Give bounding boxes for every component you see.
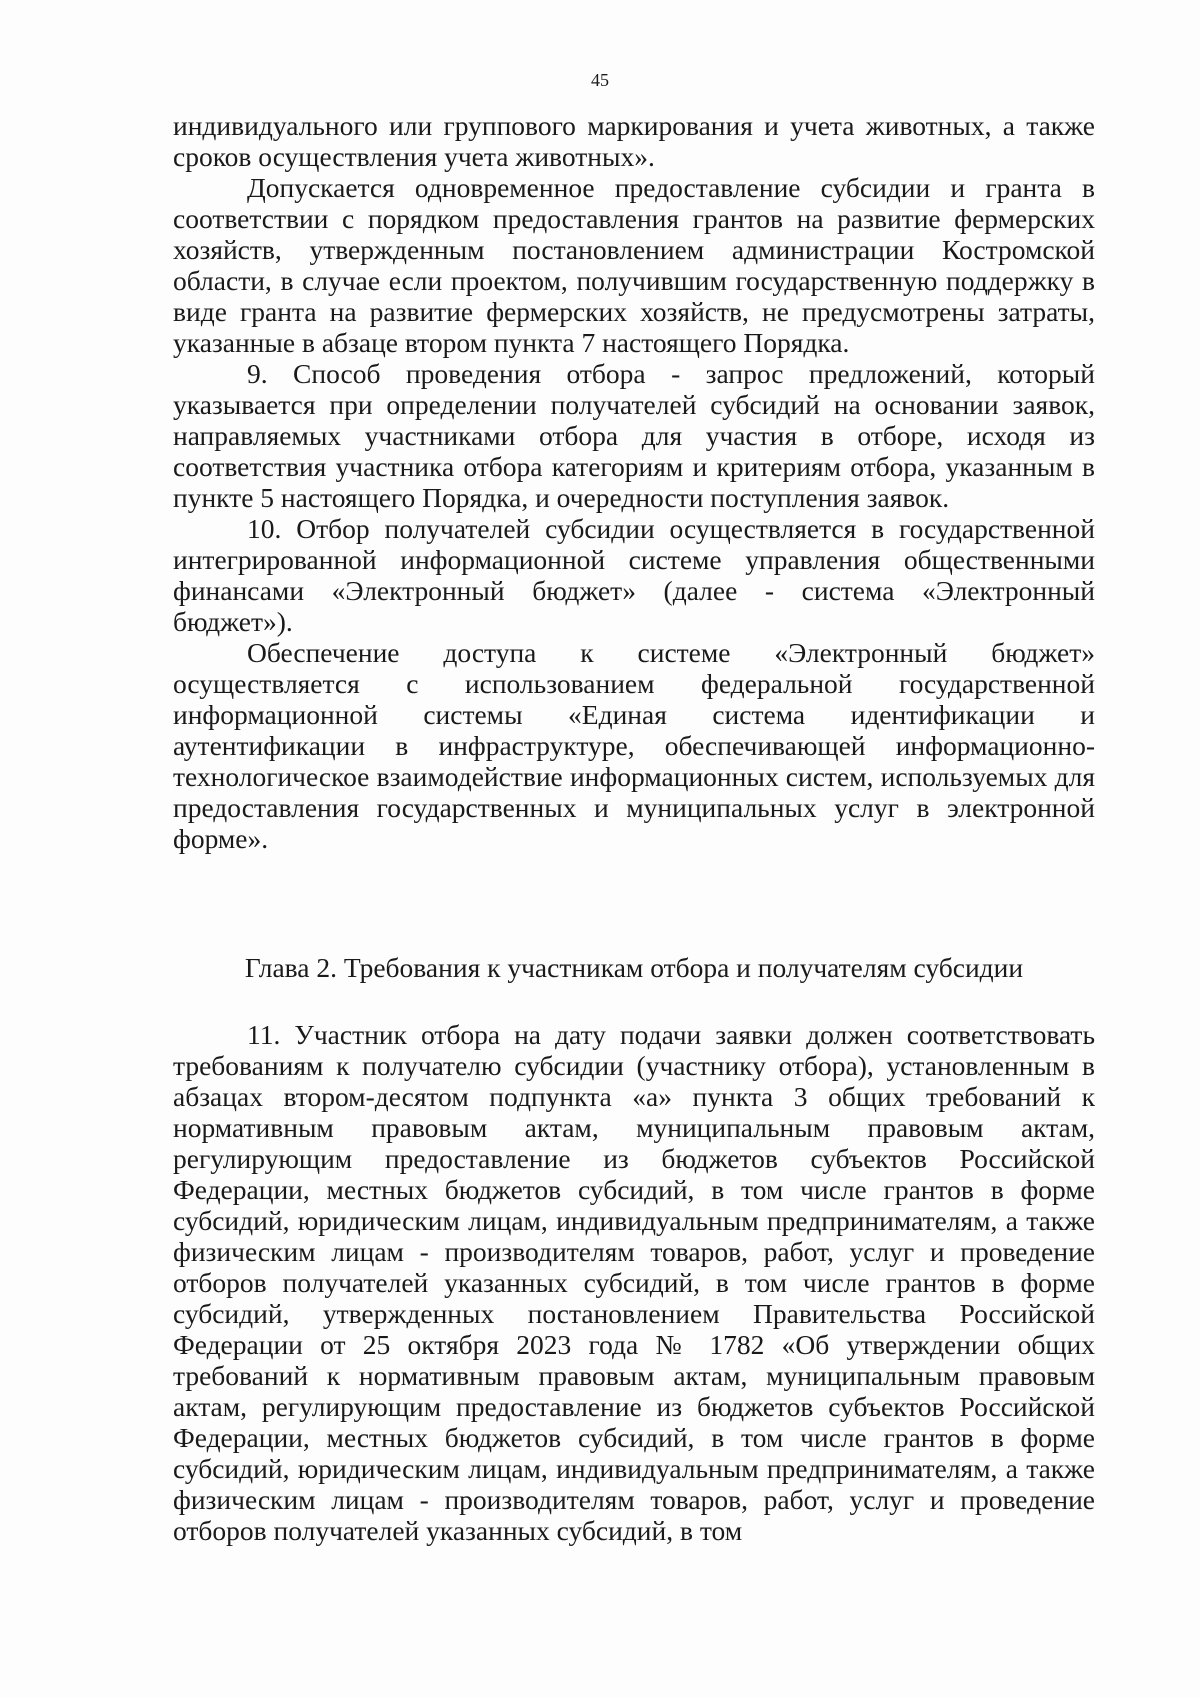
body-text-section-2 [173, 1019, 1095, 1546]
paragraph-grant-combination: Допускается одновременное предоставление субсидии и гранта в соответствии с порядком предоставления грантов на развитие фермерских хозяйств, утвержденным постановлением администрации Костромской области, в случае если проектом, получившим государственную поддержку в виде гранта на развитие фермерских хозяйств, не предусмотрены затраты, указанные в абзаце втором пункта 7 настоящего Порядка. [173, 172, 1095, 358]
paragraph-access-provision: Обеспечение доступа к системе «Электронный бюджет» осуществляется с использованием федеральной государственной информационной системы «Единая система идентификации и аутентификации в инфраструктуре, обеспечивающей информационно-технологическое взаимодействие информационных систем, используемых для предоставления государственных и муниципальных услуг в электронной форме». [173, 637, 1095, 854]
body-text-section-1 [173, 110, 1095, 854]
paragraph-item-10: 10. Отбор получателей субсидии осуществляется в государственной интегрированной информационной системе управления общественными финансами «Электронный бюджет» (далее - система «Электронный бюджет»). [173, 513, 1095, 637]
paragraph-item-9: 9. Способ проведения отбора - запрос предложений, который указывается при определении получателей субсидий на основании заявок, направляемых участниками отбора для участия в отборе, исходя из соответствия участника отбора категориям и критериям отбора, указанным в пункте 5 настоящего Порядка, и очередности поступления заявок. [173, 358, 1095, 513]
paragraph-continuation: индивидуального или группового маркирования и учета животных, а также сроков осуществления учета животных». [173, 110, 1095, 172]
page-number: 45 [591, 70, 609, 90]
chapter-heading: Глава 2. Требования к участникам отбора и получателям субсидии [244, 952, 1024, 983]
paragraph-item-11: 11. Участник отбора на дату подачи заявки должен соответствовать требованиям к получателю субсидии (участнику отбора), установленным в абзацах втором-десятом подпункта «а» пункта 3 общих требований к нормативным правовым актам, муниципальным правовым актам, регулирующим предоставление из бюджетов субъектов Российской Федерации, местных бюджетов субсидий, в том числе грантов в форме субсидий, юридическим лицам, индивидуальным предпринимателям, а также физическим лицам - производителям товаров, работ, услуг и проведение отборов получателей указанных субсидий, в том числе грантов в форме субсидий, утвержденных постановлением Правительства Российской Федерации от 25 октября 2023 года № 1782 «Об утверждении общих требований к нормативным правовым актам, муниципальным правовым актам, регулирующим предоставление из бюджетов субъектов Российской Федерации, местных бюджетов субсидий, в том числе грантов в форме субсидий, юридическим лицам, индивидуальным предпринимателям, а также физическим лицам - производителям товаров, работ, услуг и проведение отборов получателей указанных субсидий, в том [173, 1019, 1095, 1546]
